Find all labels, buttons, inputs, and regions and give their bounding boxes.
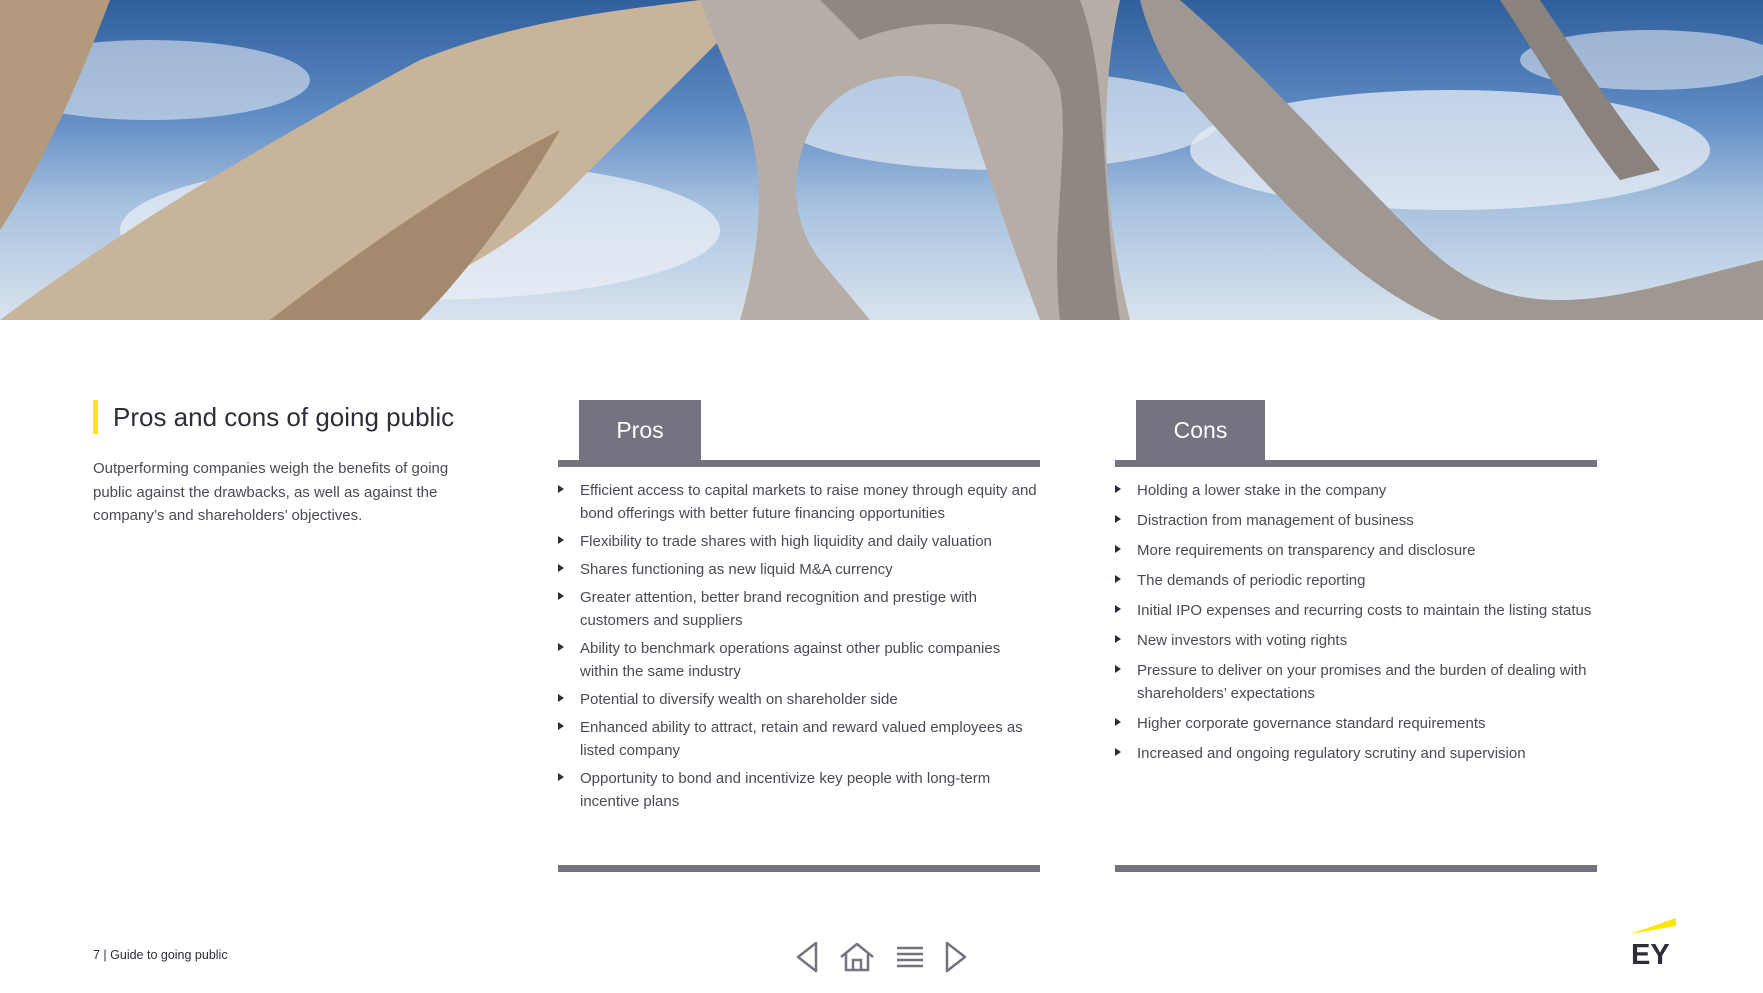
page-number-label: 7 | Guide to going public — [93, 948, 228, 962]
pros-list — [558, 467, 1040, 865]
bullet-icon — [1115, 605, 1121, 613]
bullet-icon — [558, 592, 564, 600]
bullet-icon — [1115, 718, 1121, 726]
list-item-text: Opportunity to bond and incentivize key people with long-term incentive plans — [580, 770, 991, 810]
cons-list — [1115, 467, 1597, 865]
bullet-icon — [1115, 545, 1121, 553]
bullet-icon — [1115, 515, 1121, 523]
prev-page-button[interactable] — [794, 940, 820, 974]
list-item-text: Efficient access to capital markets to raise money through equity and bond offerings with better future financing opportunities — [580, 482, 1037, 522]
bullet-icon — [558, 773, 564, 781]
list-item — [558, 767, 1040, 813]
list-item-text: Greater attention, better brand recognition and prestige with customers and suppliers — [580, 589, 977, 629]
list-item — [1115, 509, 1597, 532]
ey-logo-text: EY — [1631, 939, 1670, 968]
list-item-text: Holding a lower stake in the company — [1137, 482, 1387, 499]
cons-panel — [1115, 400, 1597, 872]
list-item — [1115, 479, 1597, 502]
hero-image — [0, 0, 1763, 320]
list-item-text: Ability to benchmark operations against other public companies within the same industry — [580, 640, 1001, 680]
pros-top-rule — [558, 460, 1040, 467]
list-item-text: Increased and ongoing regulatory scrutiny and supervision — [1137, 745, 1526, 762]
cons-bottom-rule — [1115, 865, 1597, 872]
list-item — [1115, 659, 1597, 705]
chevron-left-icon — [794, 940, 820, 974]
intro-paragraph: Outperforming companies weigh the benefits of going public against the drawbacks, as well as against the company’s and shareholders’ objectives. — [93, 460, 449, 524]
list-item — [558, 637, 1040, 683]
bullet-icon — [1115, 748, 1121, 756]
list-item — [1115, 569, 1597, 592]
list-item — [558, 558, 1040, 581]
list-item-text: Distraction from management of business — [1137, 512, 1414, 529]
bullet-icon — [558, 564, 564, 572]
list-item-text: The demands of periodic reporting — [1137, 572, 1366, 589]
bullet-icon — [1115, 575, 1121, 583]
list-item-text: More requirements on transparency and disclosure — [1137, 542, 1476, 559]
home-button[interactable] — [838, 940, 876, 974]
list-item — [1115, 629, 1597, 652]
list-item-text: New investors with voting rights — [1137, 632, 1348, 649]
list-item — [1115, 599, 1597, 622]
list-item-text: Initial IPO expenses and recurring costs to maintain the listing status — [1137, 602, 1592, 619]
list-item — [558, 479, 1040, 525]
list-item — [1115, 539, 1597, 562]
bullet-icon — [1115, 665, 1121, 673]
list-item-text: Pressure to deliver on your promises and the burden of dealing with shareholders’ expectations — [1137, 662, 1587, 702]
chevron-right-icon — [943, 940, 969, 974]
list-item-text: Higher corporate governance standard requirements — [1137, 715, 1486, 732]
list-item — [558, 586, 1040, 632]
bullet-icon — [558, 536, 564, 544]
list-item — [1115, 742, 1597, 765]
next-page-button[interactable] — [943, 940, 969, 974]
contents-menu-button[interactable] — [895, 940, 925, 974]
list-item — [558, 530, 1040, 553]
bullet-icon — [558, 694, 564, 702]
bullet-icon — [558, 485, 564, 493]
menu-icon — [895, 940, 925, 974]
cons-heading: Cons — [1136, 400, 1265, 460]
bullet-icon — [1115, 635, 1121, 643]
ey-logo — [1630, 918, 1678, 968]
pros-heading: Pros — [579, 400, 701, 460]
page-title: Pros and cons of going public — [93, 400, 454, 434]
bullet-icon — [558, 643, 564, 651]
cons-top-rule — [1115, 460, 1597, 467]
home-icon — [838, 940, 876, 974]
list-item-text: Enhanced ability to attract, retain and reward valued employees as listed company — [580, 719, 1023, 759]
bullet-icon — [1115, 485, 1121, 493]
pros-panel — [558, 400, 1040, 872]
list-item-text: Flexibility to trade shares with high liquidity and daily valuation — [580, 533, 992, 550]
bullet-icon — [558, 722, 564, 730]
list-item — [1115, 712, 1597, 735]
list-item — [558, 688, 1040, 711]
list-item — [558, 716, 1040, 762]
pros-bottom-rule — [558, 865, 1040, 872]
list-item-text: Potential to diversify wealth on shareholder side — [580, 691, 898, 708]
sculpture-illustration — [0, 0, 1763, 320]
list-item-text: Shares functioning as new liquid M&A currency — [580, 561, 893, 578]
